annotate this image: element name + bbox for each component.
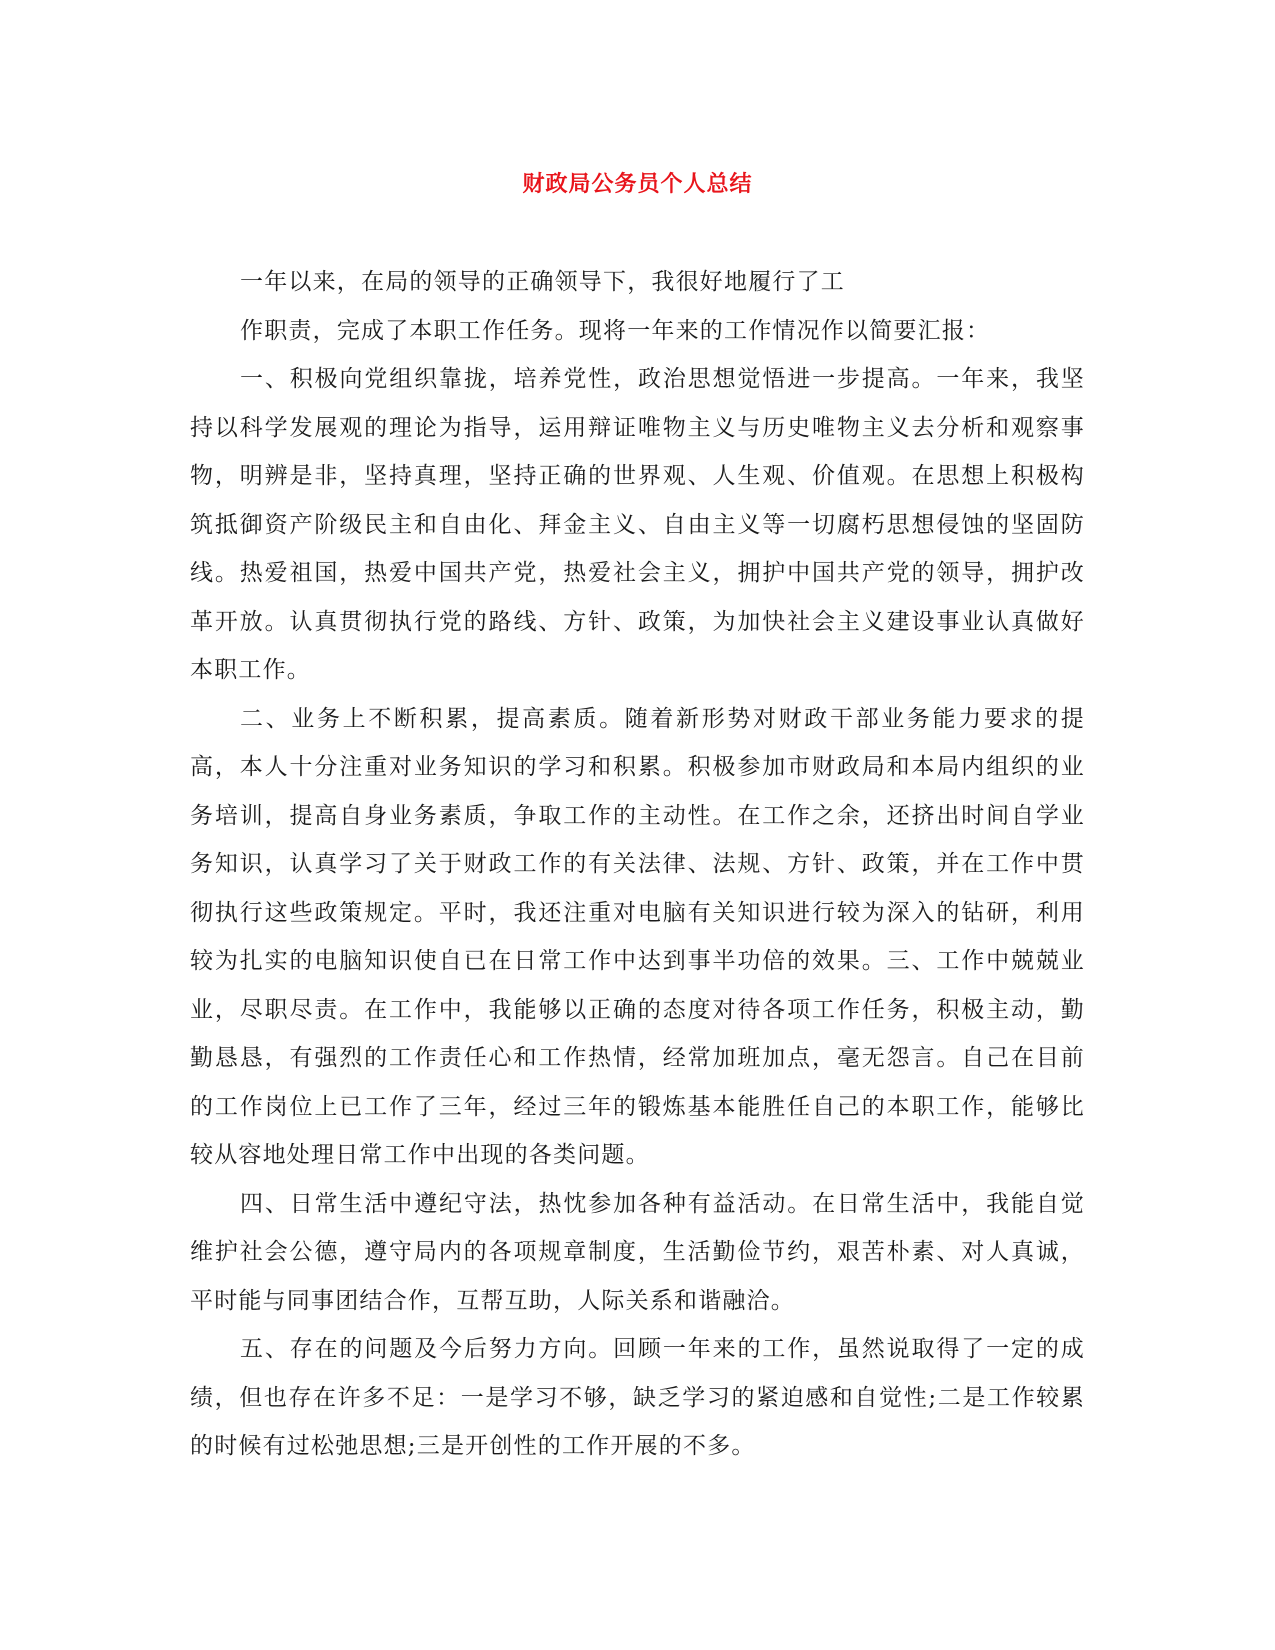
paragraph-section-2-3: 二、业务上不断积累，提高素质。随着新形势对财政干部业务能力要求的提高，本人十分注重对业务知识的学习和积累。积极参加市财政局和本局内组织的业务培训，提高自身业务素质，争取工作的主动性。在工作之余，还挤出时间自学业务知识，认真学习了关于财政工作的有关法律、法规、方针、政策，并在工作中贯彻执行这些政策规定。平时，我还注重对电脑有关知识进行较为深入的钻研，利用较为扎实的电脑知识使自已在日常工作中达到事半功倍的效果。三、工作中兢兢业业，尽职尽责。在工作中，我能够以正确的态度对待各项工作任务，积极主动，勤勤恳恳，有强烈的工作责任心和工作热情，经常加班加点，毫无怨言。自己在目前的工作岗位上已工作了三年，经过三年的锻炼基本能胜任自己的本职工作，能够比较从容地处理日常工作中出现的各类问题。 [190, 705, 1085, 1168]
paragraph-section-4: 四、日常生活中遵纪守法，热忱参加各种有益活动。在日常生活中，我能自觉维护社会公德，遵守局内的各项规章制度，生活勤俭节约，艰苦朴素、对人真诚，平时能与同事团结合作，互帮互助，人际关系和谐融洽。 [190, 1190, 1085, 1314]
paragraph-intro-line-1: 一年以来，在局的领导的正确领导下，我很好地履行了工 [240, 269, 845, 295]
paragraph-section-1: 一、积极向党组织靠拢，培养党性，政治思想觉悟进一步提高。一年来，我坚持以科学发展观的理论为指导，运用辩证唯物主义与历史唯物主义去分析和观察事物，明辨是非，坚持真理，坚持正确的世界观、人生观、价值观。在思想上积极构筑抵御资产阶级民主和自由化、拜金主义、自由主义等一切腐朽思想侵蚀的坚固防线。热爱祖国，热爱中国共产党，热爱社会主义，拥护中国共产党的领导，拥护改革开放。认真贯彻执行党的路线、方针、政策，为加快社会主义建设事业认真做好本职工作。 [190, 366, 1085, 683]
document-body [190, 258, 1085, 1471]
paragraph-section-5: 五、存在的问题及今后努力方向。回顾一年来的工作，虽然说取得了一定的成绩，但也存在许多不足：一是学习不够，缺乏学习的紧迫感和自觉性;二是工作较累的时候有过松弛思想;三是开创性的工作开展的不多。 [190, 1336, 1085, 1459]
document-title: 财政局公务员个人总结 [522, 171, 753, 197]
paragraph-intro-line-2: 作职责，完成了本职工作任务。现将一年来的工作情况作以简要汇报： [240, 317, 991, 344]
